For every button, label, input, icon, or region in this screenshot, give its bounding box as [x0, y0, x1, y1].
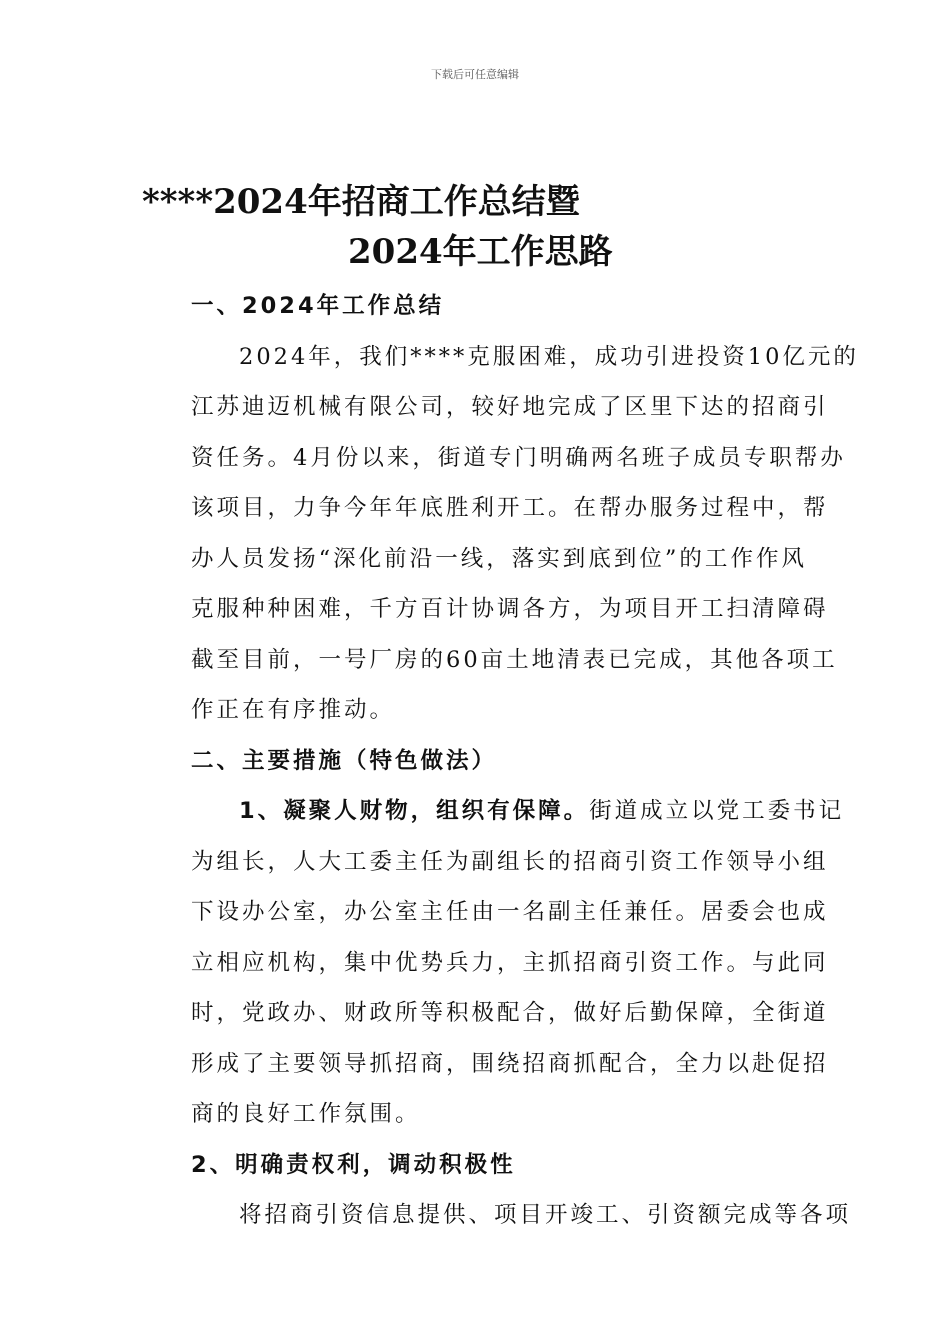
section-1-heading: 一、2024年工作总结	[191, 293, 445, 319]
item-1-lead: 1、凝聚人财物，组织有保障。	[239, 798, 590, 824]
paragraph-line: 为组长，人大工委主任为副组长的招商引资工作领导小组	[191, 848, 829, 875]
section-2-item-2-paragraph	[143, 1190, 852, 1241]
paragraph-line	[143, 786, 845, 837]
paragraph-line: 江苏迪迈机械有限公司，较好地完成了区里下达的招商引	[191, 394, 829, 420]
paragraph-line: 商的良好工作氛围。	[191, 1101, 421, 1127]
document-body	[143, 281, 859, 1241]
paragraph-line: 资任务。4月份以来，街道专门明确两名班子成员专职帮办	[191, 444, 846, 471]
section-2-item-1-paragraph	[143, 786, 845, 1140]
document-title-line-2: 2024年工作思路	[348, 232, 613, 272]
paragraph-line: 2024年，我们****克服困难，成功引进投资10亿元的	[239, 343, 859, 370]
paragraph-line: 办人员发扬“深化前沿一线，落实到底到位”的工作作风	[191, 545, 807, 572]
paragraph-line: 作正在有序推动。	[191, 697, 396, 723]
paragraph-line: 将招商引资信息提供、项目开竣工、引资额完成等各项	[239, 1202, 852, 1228]
header-note: 下载后可任意编辑	[431, 68, 519, 81]
paragraph-line: 该项目，力争今年年底胜利开工。在帮办服务过程中，帮	[191, 495, 829, 521]
section-2-heading: 二、主要措施（特色做法）	[191, 747, 498, 774]
paragraph-line: 下设办公室，办公室主任由一名副主任兼任。居委会也成	[191, 899, 829, 925]
paragraph-line: 立相应机构，集中优势兵力，主抓招商引资工作。与此同	[191, 949, 829, 976]
document-title-line-1: ****2024年招商工作总结暨	[142, 182, 580, 222]
section-2-item-2-heading: 2、明确责权利，调动积极性	[191, 1151, 516, 1178]
paragraph-line: 截至目前，一号厂房的60亩土地清表已完成，其他各项工	[191, 646, 838, 673]
item-1-first-rest: 街道成立以党工委书记	[589, 798, 845, 824]
paragraph-line: 形成了主要领导抓招商，围绕招商抓配合，全力以赴促招	[191, 1050, 829, 1077]
paragraph-line: 时，党政办、财政所等积极配合，做好后勤保障，全街道	[191, 1000, 829, 1026]
paragraph-line: 克服种种困难，千方百计协调各方，为项目开工扫清障碍	[191, 596, 829, 622]
section-1-paragraph	[143, 332, 859, 736]
